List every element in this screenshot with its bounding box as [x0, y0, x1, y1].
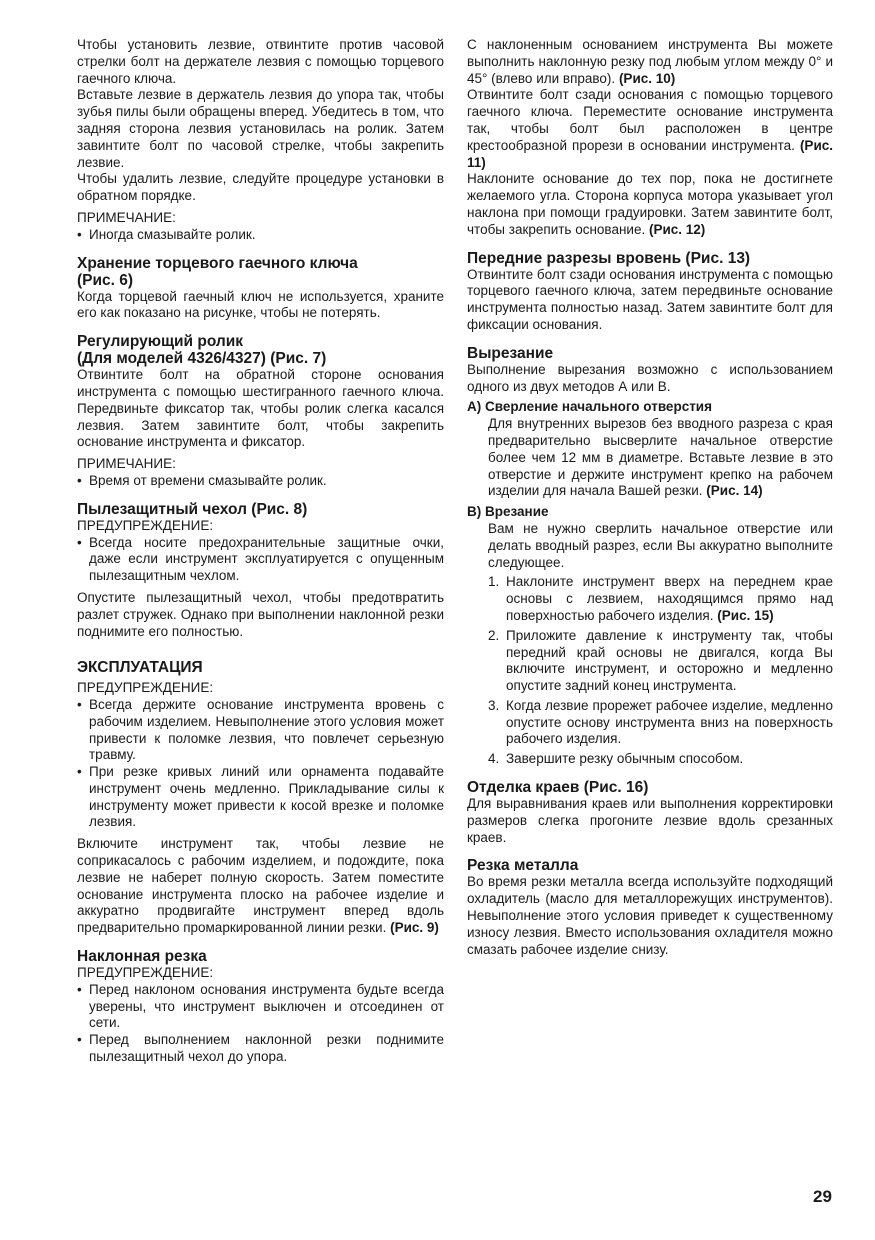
- flush-cuts-paragraph: Отвинтите болт сзади основания инструмента с помощью торцевого гаечного ключа, затем передвиньте основание инструмента полностью назад. Затем завинтите болт для фиксации основания.: [467, 266, 833, 332]
- section-heading-roller: Регулирующий ролик (Для моделей 4326/4327) (Рис. 7): [77, 333, 327, 368]
- edge-finishing-paragraph: Для выравнивания краев или выполнения корректировки размеров слегка прогоните лезвие вдоль срезанных краев.: [467, 796, 833, 845]
- numbered-step: 4. Завершите резку обычным способом.: [488, 751, 744, 767]
- bevel-paragraph: Отвинтите болт сзади основания с помощью торцевого гаечного ключа. Переместите основание инструмента так, чтобы болт был расположен в центре крестообразной прорези в основании инструмента. (Рис. 11): [467, 87, 833, 170]
- figure-reference: (Рис. 11): [467, 137, 833, 170]
- section-heading-operation: ЭКСПЛУАТАЦИЯ: [77, 659, 203, 677]
- warning-bullet: • Перед выполнением наклонной резки поднимите пылезащитный чехол до упора.: [77, 1032, 444, 1066]
- numbered-step: 3. Когда лезвие прорежет рабочее изделие, медленно опустите основу инструмента вниз на поверхность рабочего изделия.: [488, 697, 833, 747]
- cutout-paragraph: Выполнение вырезания возможно с использованием одного из двух методов А или В.: [467, 361, 833, 394]
- blade-insert-paragraph: Вставьте лезвие в держатель лезвия до упора так, чтобы зубья пилы были обращены вперед. Убедитесь в том, что задняя сторона лезвия установилась на ролик. Затем завинтите болт по часовой стрелке, чтобы закрепить лезвие.: [77, 87, 444, 170]
- warning-bullet: • Перед наклоном основания инструмента будьте всегда уверены, что инструмент выключен и отсоединен от сети.: [77, 982, 444, 1032]
- right-column: [467, 37, 833, 958]
- plunge-paragraph: Вам не нужно сверлить начальное отверстие или делать вводный разрез, если Вы аккуратно выполните следующее.: [488, 520, 833, 570]
- warning-label: ПРЕДУПРЕЖДЕНИЕ:: [77, 517, 214, 533]
- dust-cover-paragraph: Опустите пылезащитный чехол, чтобы предотвратить разлет стружек. Однако при выполнении наклонной резки поднимите его полностью.: [77, 589, 444, 639]
- section-heading-bevel: Наклонная резка: [77, 948, 207, 966]
- left-column: [77, 37, 444, 1066]
- subsection-heading-plunge: В) Врезание: [467, 504, 549, 520]
- section-heading-dust-cover: Пылезащитный чехол (Рис. 8): [77, 500, 308, 518]
- metal-cutting-paragraph: Во время резки металла всегда используйте подходящий охладитель (масло для металлорежущих инструментов). Невыполнение этого условия приведет к существенному износу лезвия. Вместо использования охладителя можно смазать рабочее изделие снизу.: [467, 874, 833, 957]
- numbered-step: 2. Приложите давление к инструменту так, чтобы передний край основы не двигался, когда Вы включите инструмент, и осторожно и медленно опустите задний конец инструмента.: [488, 627, 833, 694]
- section-heading-cutout: Вырезание: [467, 344, 554, 362]
- operation-paragraph: Включите инструмент так, чтобы лезвие не соприкасалось с рабочим изделием, и подождите, пока лезвие не наберет полную скорость. Затем поместите основание инструмента плоско на рабочее изделие и аккуратно продвигайте инструмент вперед вдоль предварительно промаркированной линии резки. (Рис. 9): [77, 836, 444, 936]
- blade-install-paragraph: Чтобы установить лезвие, отвинтите против часовой стрелки болт на держателе лезвия с помощью торцевого гаечного ключа.: [77, 37, 444, 86]
- figure-reference: (Рис. 10): [618, 70, 676, 86]
- figure-reference: (Рис. 14): [706, 483, 763, 499]
- warning-bullet: • При резке кривых линий или орнамента подавайте инструмент очень медленно. Прикладывание силы к инструменту может привести к косой врезке и поломке лезвия.: [77, 764, 444, 831]
- section-heading-storage: Хранение торцевого гаечного ключа (Рис. 6): [77, 254, 358, 289]
- warning-label: ПРЕДУПРЕЖДЕНИЕ:: [77, 965, 214, 981]
- section-heading-edge-finishing: Отделка краев (Рис. 16): [467, 779, 649, 797]
- subsection-heading-boring: А) Сверление начального отверстия: [467, 399, 712, 415]
- figure-reference: (Рис. 12): [648, 221, 706, 237]
- warning-label: ПРЕДУПРЕЖДЕНИЕ:: [77, 680, 214, 696]
- bevel-paragraph: С наклоненным основанием инструмента Вы можете выполнить наклонную резку под любым углом между 0° и 45° (влево или вправо). (Рис. 10): [467, 37, 833, 86]
- figure-reference: (Рис. 9): [390, 920, 439, 936]
- boring-paragraph: Для внутренних вырезов без вводного разреза с края предварительно высверлите начальное отверстие более чем 12 мм в диаметре. Вставьте лезвие в это отверстие и держите инструмент крепко на рабочем изделии для начала Вашей резки. (Рис. 14): [488, 416, 833, 499]
- warning-bullet: • Всегда держите основание инструмента вровень с рабочим изделием. Невыполнение этого условия может привести к поломке лезвия, что повлечет серьезную травму.: [77, 697, 444, 764]
- section-heading-flush-cuts: Передние разрезы вровень (Рис. 13): [467, 249, 751, 267]
- page-number: 29: [813, 1187, 832, 1206]
- numbered-step: 1. Наклоните инструмент вверх на переднем крае основы с лезвием, находящимся прямо над поверхностью рабочего изделия. (Рис. 15): [488, 574, 833, 623]
- note-label: ПРИМЕЧАНИЕ:: [77, 456, 176, 472]
- roller-paragraph: Отвинтите болт на обратной стороне основания инструмента с помощью шестигранного гаечного ключа. Передвиньте фиксатор так, чтобы ролик слегка касался лезвия. Затем завинтите болт, чтобы закрепить основание инструмента и фиксатор.: [77, 367, 444, 450]
- storage-paragraph: Когда торцевой гаечный ключ не используется, храните его как показано на рисунке, чтобы не потерять.: [77, 288, 444, 321]
- figure-reference: (Рис. 15): [717, 607, 774, 623]
- warning-bullet: • Всегда носите предохранительные защитные очки, даже если инструмент эксплуатируется с опущенным пылезащитным чехлом.: [77, 535, 444, 585]
- note-bullet: • Иногда смазывайте ролик.: [77, 227, 444, 244]
- blade-remove-paragraph: Чтобы удалить лезвие, следуйте процедуре установки в обратном порядке.: [77, 171, 444, 204]
- note-label: ПРИМЕЧАНИЕ:: [77, 209, 176, 225]
- bevel-paragraph: Наклоните основание до тех пор, пока не достигнете желаемого угла. Сторона корпуса мотора указывает угол наклона при помощи градуировки. Затем завинтите болт, чтобы закрепить основание. (Рис. 12): [467, 171, 833, 237]
- note-bullet: • Время от времени смазывайте ролик.: [77, 473, 444, 490]
- section-heading-metal-cutting: Резка металла: [467, 857, 579, 875]
